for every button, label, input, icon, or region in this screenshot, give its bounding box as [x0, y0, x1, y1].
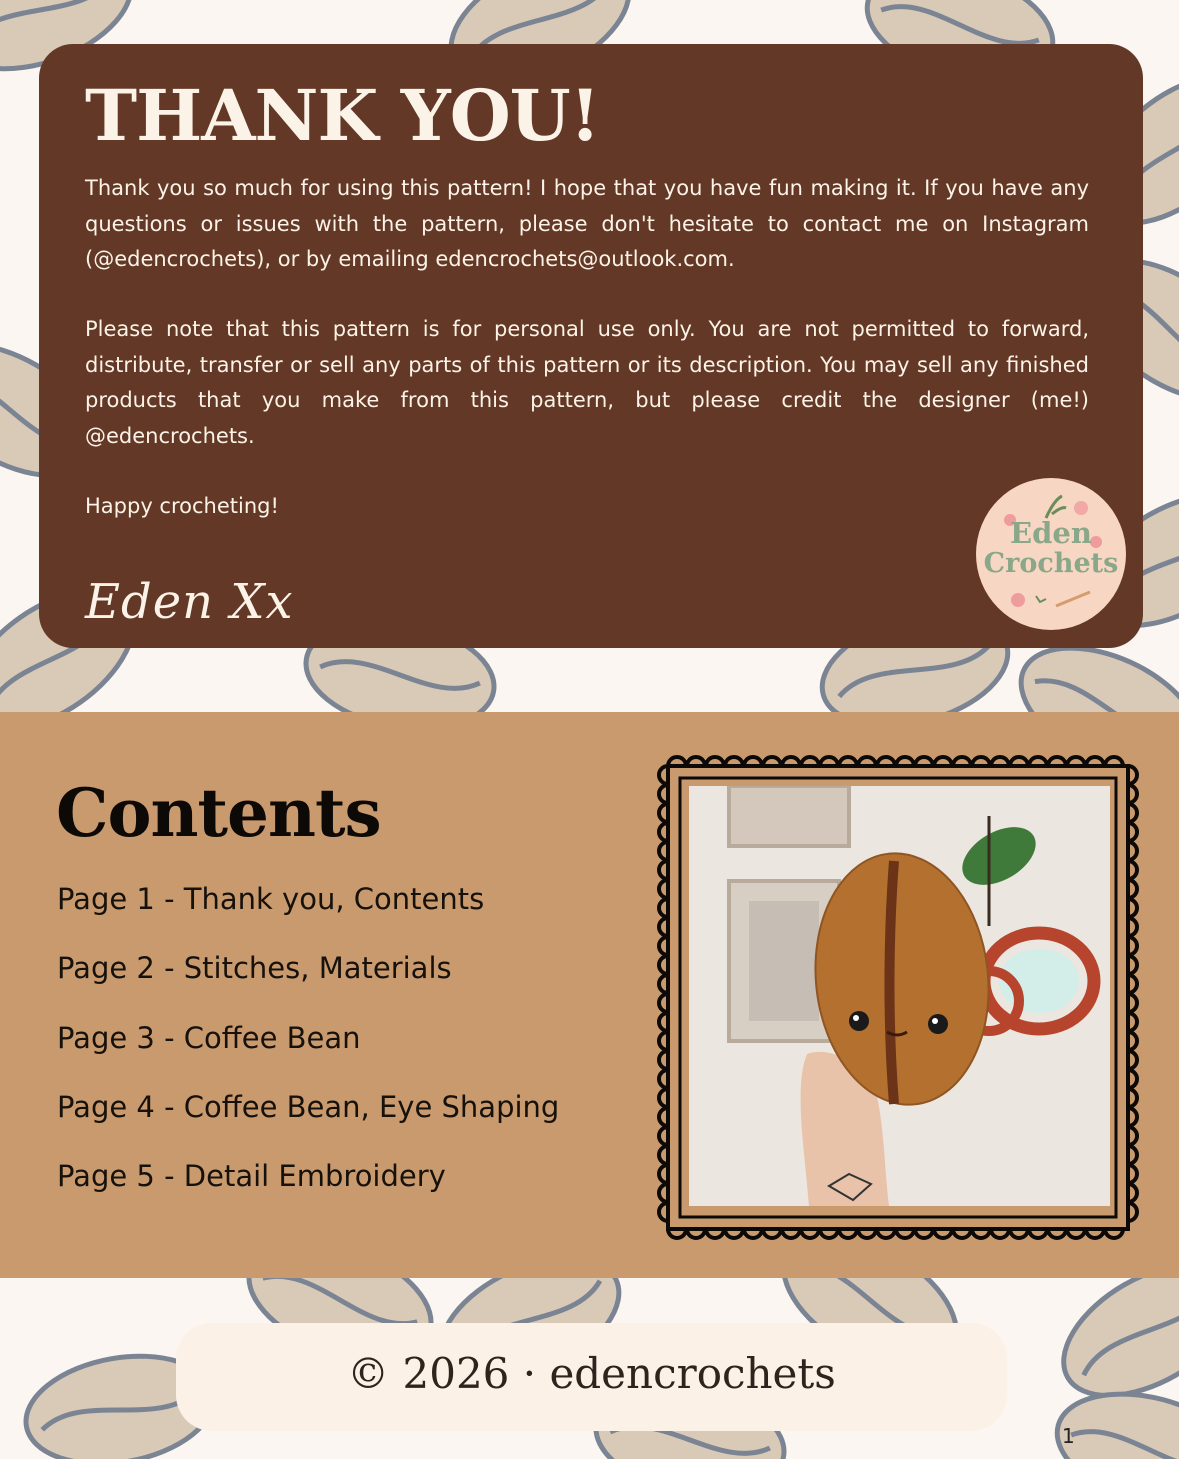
- contents-item-page-4: Page 4 - Coffee Bean, Eye Shaping: [57, 1089, 560, 1124]
- page-number: 1: [1062, 1424, 1075, 1448]
- eden-crochets-logo: [976, 478, 1126, 630]
- contents-item-page-5: Page 5 - Detail Embroidery: [57, 1159, 446, 1194]
- thank-you-closing: Happy crocheting!: [85, 494, 279, 518]
- photo-illustration: [689, 786, 1110, 1206]
- contents-item-page-1: Page 1 - Thank you, Contents: [57, 882, 485, 916]
- coffee-bean-plush-photo: [689, 786, 1110, 1206]
- thank-you-paragraph-contact: Thank you so much for using this pattern! I hope that you have fun making it. If you have any questions or issues with the pattern, please don't hesitate to contact me on Instagram (@edencrochets), or by emailing edencrochets@outlook.com.: [85, 176, 1089, 271]
- thank-you-paragraph-usage: Please note that this pattern is for personal use only. You are not permitted to forward, distribute, transfer or sell any parts of this pattern or its description. You may sell any finished products that you make from this pattern, but please credit the designer (me!) @edencrochets.: [85, 317, 1089, 448]
- contents-item-page-2: Page 2 - Stitches, Materials: [57, 951, 452, 986]
- contents-section: [0, 712, 1179, 1278]
- scalloped-photo-frame: [652, 750, 1144, 1245]
- contents-list: [57, 877, 559, 1223]
- thank-you-title: THANK YOU!: [85, 74, 600, 157]
- logo-text-eden: Eden: [1010, 516, 1092, 550]
- contents-title: Contents: [56, 774, 381, 852]
- footer-copyright: © 2026 · edencrochets: [347, 1349, 836, 1398]
- signature: Eden Xx: [85, 574, 294, 630]
- thank-you-card: [39, 44, 1143, 648]
- footer-copyright-pill: [176, 1323, 1007, 1431]
- contents-item-page-3: Page 3 - Coffee Bean: [57, 1020, 361, 1055]
- logo-text-crochets: Crochets: [983, 548, 1119, 579]
